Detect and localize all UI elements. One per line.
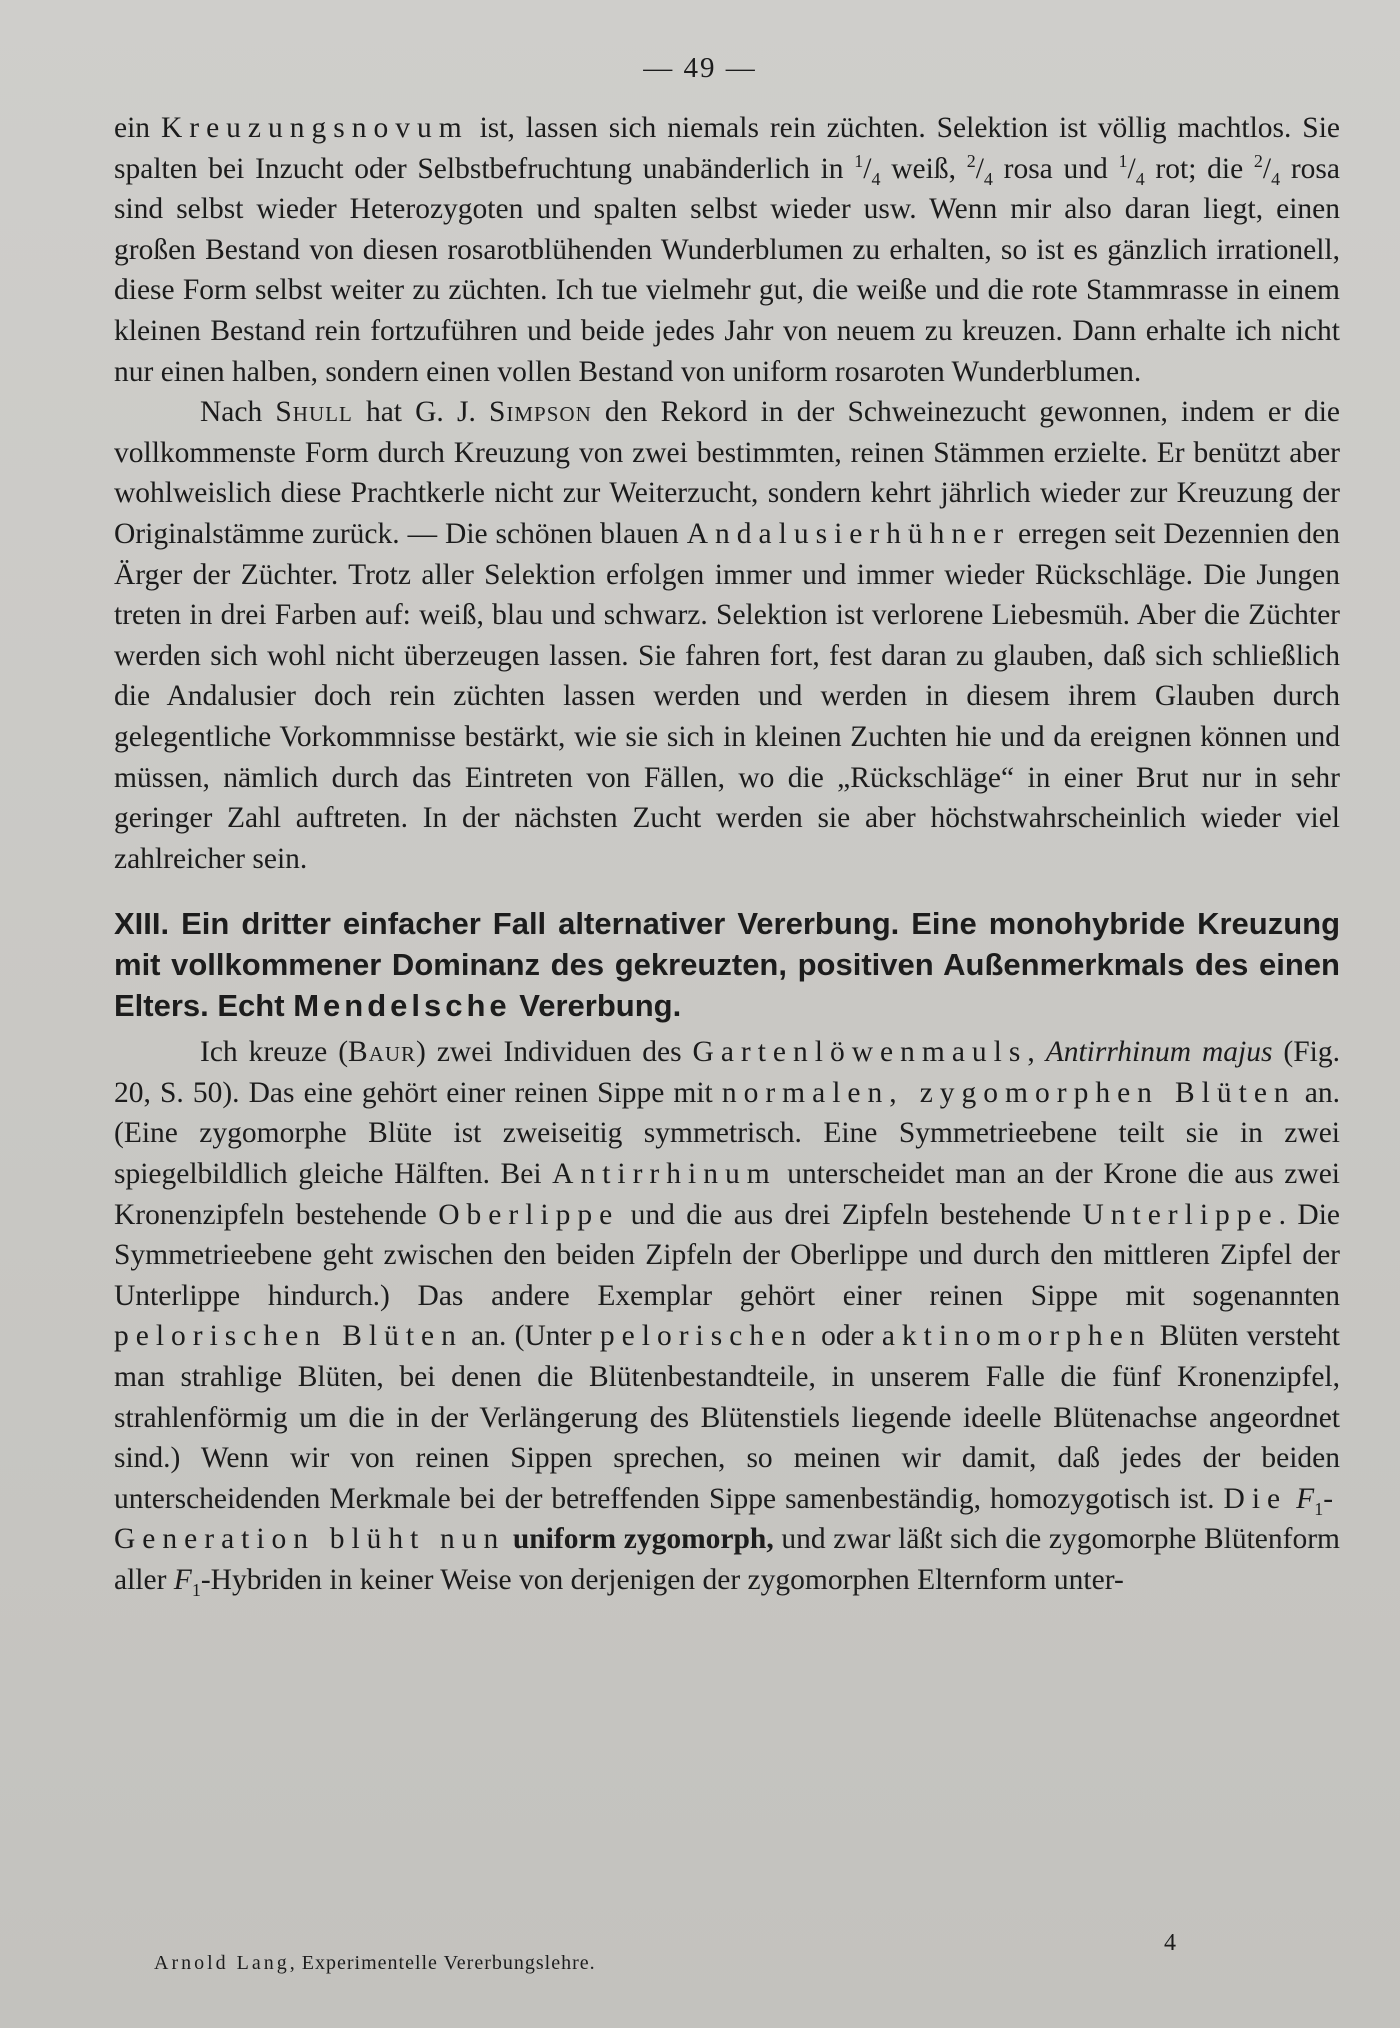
bold-term: uniform zygomorph, bbox=[512, 1523, 774, 1556]
text-run: oder bbox=[812, 1320, 882, 1353]
author-name: Simpson bbox=[488, 396, 592, 429]
generation-subscript: 1 bbox=[1314, 1498, 1324, 1519]
section-heading bbox=[114, 903, 1340, 1026]
footer-author: Arnold Lang bbox=[154, 1952, 290, 1974]
text-run: den Rekord in der Schweinezucht gewonnen, indem er die vollkommenste Form durch Kreuzung von zwei bestimmten, reinen Stämmen erzielte. Er benützt aber wohlweislich diese Prachtkerle nicht zur Weiterzucht, sondern kehrt jährlich wieder zur Kreuzung der Originalstämme zurück. — Die schönen blauen bbox=[114, 396, 1340, 550]
generation-symbol: F bbox=[173, 1564, 192, 1596]
fraction-denominator: 4 bbox=[1271, 168, 1281, 189]
paragraph-3 bbox=[114, 1032, 1340, 1600]
spaced-term: Oberlippe bbox=[438, 1198, 620, 1231]
fraction-numerator: 1 bbox=[854, 150, 864, 171]
text-run: , bbox=[1027, 1036, 1046, 1069]
spaced-term: pelorischen Blüten bbox=[114, 1320, 463, 1353]
fraction-numerator: 1 bbox=[1118, 150, 1128, 171]
text-run: ein bbox=[114, 112, 161, 144]
paragraph-1: ein Kreuzungsnovum ist, lassen sich niemals rein züchten. Selektion ist völlig machtlos. Sie spalten bei Inzucht oder Selbstbefruchtung unabänderlich in $^1/_4$ weiß, $^2/_4$ rosa und $^1/_4$ rot; die $^2/_4$ rosa sind selbst wieder Heterozygoten und spalten selbst wieder usw. Wenn mir also daran liegt, einen großen Bestand von diesen rosarotblühenden Wunderblumen zu erhalten, so ist es gänzlich irrationell, diese Form selbst weiter zu züchten. Ich tue vielmehr gut, die weiße und die rote Stammrasse in einem kleinen Bestand rein fortzuführen und beide jedes Jahr von neuem zu kreuzen. Dann erhalte ich nicht nur einen halben, sondern einen vollen Bestand von uniform rosaroten Wunderblumen. bbox=[114, 112, 1340, 388]
text-run: ist, lassen sich niemals rein züchten. Selektion ist völlig machtlos. Sie spalten bei Inzucht oder Selbstbefruchtung unabänderlich in bbox=[114, 112, 1340, 185]
text-run: . Die Symmetrieebene geht zwischen den beiden Zipfeln der Oberlippe und durch den mittleren Zipfel der Unterlippe hindurch.) Das andere Exemplar gehört einer reinen Sippe mit sogenannten bbox=[114, 1198, 1340, 1312]
text-run: an. (Unter bbox=[462, 1320, 600, 1353]
heading-text: Vererbung. bbox=[510, 988, 682, 1024]
fraction-denominator: 4 bbox=[1135, 168, 1145, 189]
spaced-term: Die bbox=[1223, 1482, 1288, 1515]
fraction-numerator: 2 bbox=[1253, 150, 1263, 171]
footer-title: , Experimentelle Vererbungslehre. bbox=[289, 1952, 596, 1974]
spaced-term: pelorischen bbox=[599, 1320, 813, 1353]
text-run: und zwar läßt sich die zygomorphe Blütenform aller bbox=[114, 1523, 1340, 1596]
species-name: Antirrhinum majus bbox=[1045, 1036, 1273, 1069]
text-run: unterscheidet man an der Krone die aus zwei Kronenzipfeln bestehende bbox=[114, 1158, 1340, 1231]
text-run: -Hybriden in keiner Weise von derjenigen der zygomorphen Elternform unter- bbox=[200, 1564, 1124, 1596]
text-run: hat G. J. bbox=[352, 396, 489, 429]
heading-text: XIII. Ein dritter einfacher Fall alternativer Vererbung. Eine monohybride Kreuzung mit vollkommener Dominanz des gekreuzten, positiven Außenmerkmals des einen Elters. Echt bbox=[114, 906, 1340, 1024]
page-number: — 49 — bbox=[643, 52, 757, 84]
signature-mark: 4 bbox=[1164, 1930, 1176, 1956]
footer-line bbox=[154, 1952, 596, 1975]
fraction-denominator: 4 bbox=[983, 168, 993, 189]
fraction-numerator: 2 bbox=[966, 150, 976, 171]
paragraph-2 bbox=[114, 392, 1340, 879]
spaced-term: normalen, zygomorphen Blüten bbox=[721, 1076, 1296, 1109]
spaced-term: Unterlippe bbox=[1082, 1198, 1279, 1231]
spaced-term: Antirrhinum bbox=[552, 1158, 777, 1191]
author-name: Shull bbox=[275, 396, 353, 429]
author-name: Baur bbox=[348, 1036, 417, 1069]
generation-subscript: 1 bbox=[191, 1579, 201, 1600]
body-text bbox=[114, 108, 1340, 1601]
text-run: Blüten versteht man strahlige Blüten, bei denen die Blütenbestandteile, in unserem Falle die fünf Kronenzipfel, strahlenförmig um die in der Verlängerung des Blütenstiels liegende ideelle Blütenachse angeordnet sind.) Wenn wir von reinen Sippen sprechen, so meinen wir damit, daß jedes der beiden unterscheidenden Merkmale bei der betreffenden Sippe samenbeständig, homozygotisch ist. bbox=[114, 1320, 1341, 1515]
text-run: erregen seit Dezennien den Ärger der Züchter. Trotz aller Selektion erfolgen immer und immer wieder Rückschläge. Die Jungen treten in drei Farben auf: weiß, blau und schwarz. Selektion ist verlorene Liebesmüh. Aber die Züchter werden sich wohl nicht überzeugen lassen. Sie fahren fort, fest daran zu glauben, daß sich schließlich die Andalusier doch rein züchten lassen werden und werden in diesem ihrem Glauben durch gelegentliche Vorkommnisse bestärkt, wie sie sich in kleinen Zuchten hie und da ereignen können und müssen, nämlich durch das Eintreten von Fällen, wo die „Rückschläge“ in einer Brut nur in sehr geringer Zahl auftreten. In der nächsten Zucht werden sie aber höchstwahrscheinlich wieder viel zahlreicher sein. bbox=[114, 517, 1340, 875]
spaced-term: -Generation blüht nun bbox=[114, 1482, 1341, 1556]
spaced-term: Andalusierhühner bbox=[686, 517, 1011, 550]
spaced-term: aktinomorphen bbox=[881, 1320, 1152, 1353]
text-run: rosa sind selbst wieder Heterozygoten und spalten selbst wieder usw. Wenn mir also daran liegt, einen großen Bestand von diesen rosarotblühenden Wunderblumen zu erhalten, so ist es gänzlich irrationell, diese Form selbst weiter zu züchten. Ich tue vielmehr gut, die weiße und die rote Stammrasse in einem kleinen Bestand rein fortzuführen und beide jedes Jahr von neuem zu kreuzen. Dann erhalte ich nicht nur einen halben, sondern einen vollen Bestand von uniform rosaroten Wunderblumen. bbox=[114, 152, 1340, 388]
text-run: an. (Eine zygomorphe Blüte ist zweiseitig symmetrisch. Eine Symmetrieebene teilt sie in zwei spiegelbildlich gleiche Hälften. Bei bbox=[114, 1076, 1340, 1191]
text-run: ) zwei Individuen des bbox=[416, 1036, 693, 1069]
text-run: rot; die bbox=[1144, 152, 1254, 185]
text-run: und die aus drei Zipfeln bestehende bbox=[619, 1198, 1083, 1231]
spaced-term: Mendelsche bbox=[293, 988, 511, 1024]
fraction-denominator: 4 bbox=[871, 168, 881, 189]
spaced-term: Kreuzungsnovum bbox=[160, 112, 469, 144]
text-run: Ich kreuze ( bbox=[200, 1036, 349, 1069]
text-run: Nach bbox=[200, 396, 276, 429]
generation-symbol: F bbox=[1296, 1482, 1315, 1515]
text-run: (Fig. 20, S. 50). Das eine gehört einer reinen Sippe mit bbox=[114, 1036, 1340, 1109]
text-run: rosa und bbox=[992, 152, 1119, 185]
spaced-term: Gartenlöwenmauls bbox=[692, 1036, 1028, 1069]
text-run: weiß, bbox=[880, 152, 967, 185]
